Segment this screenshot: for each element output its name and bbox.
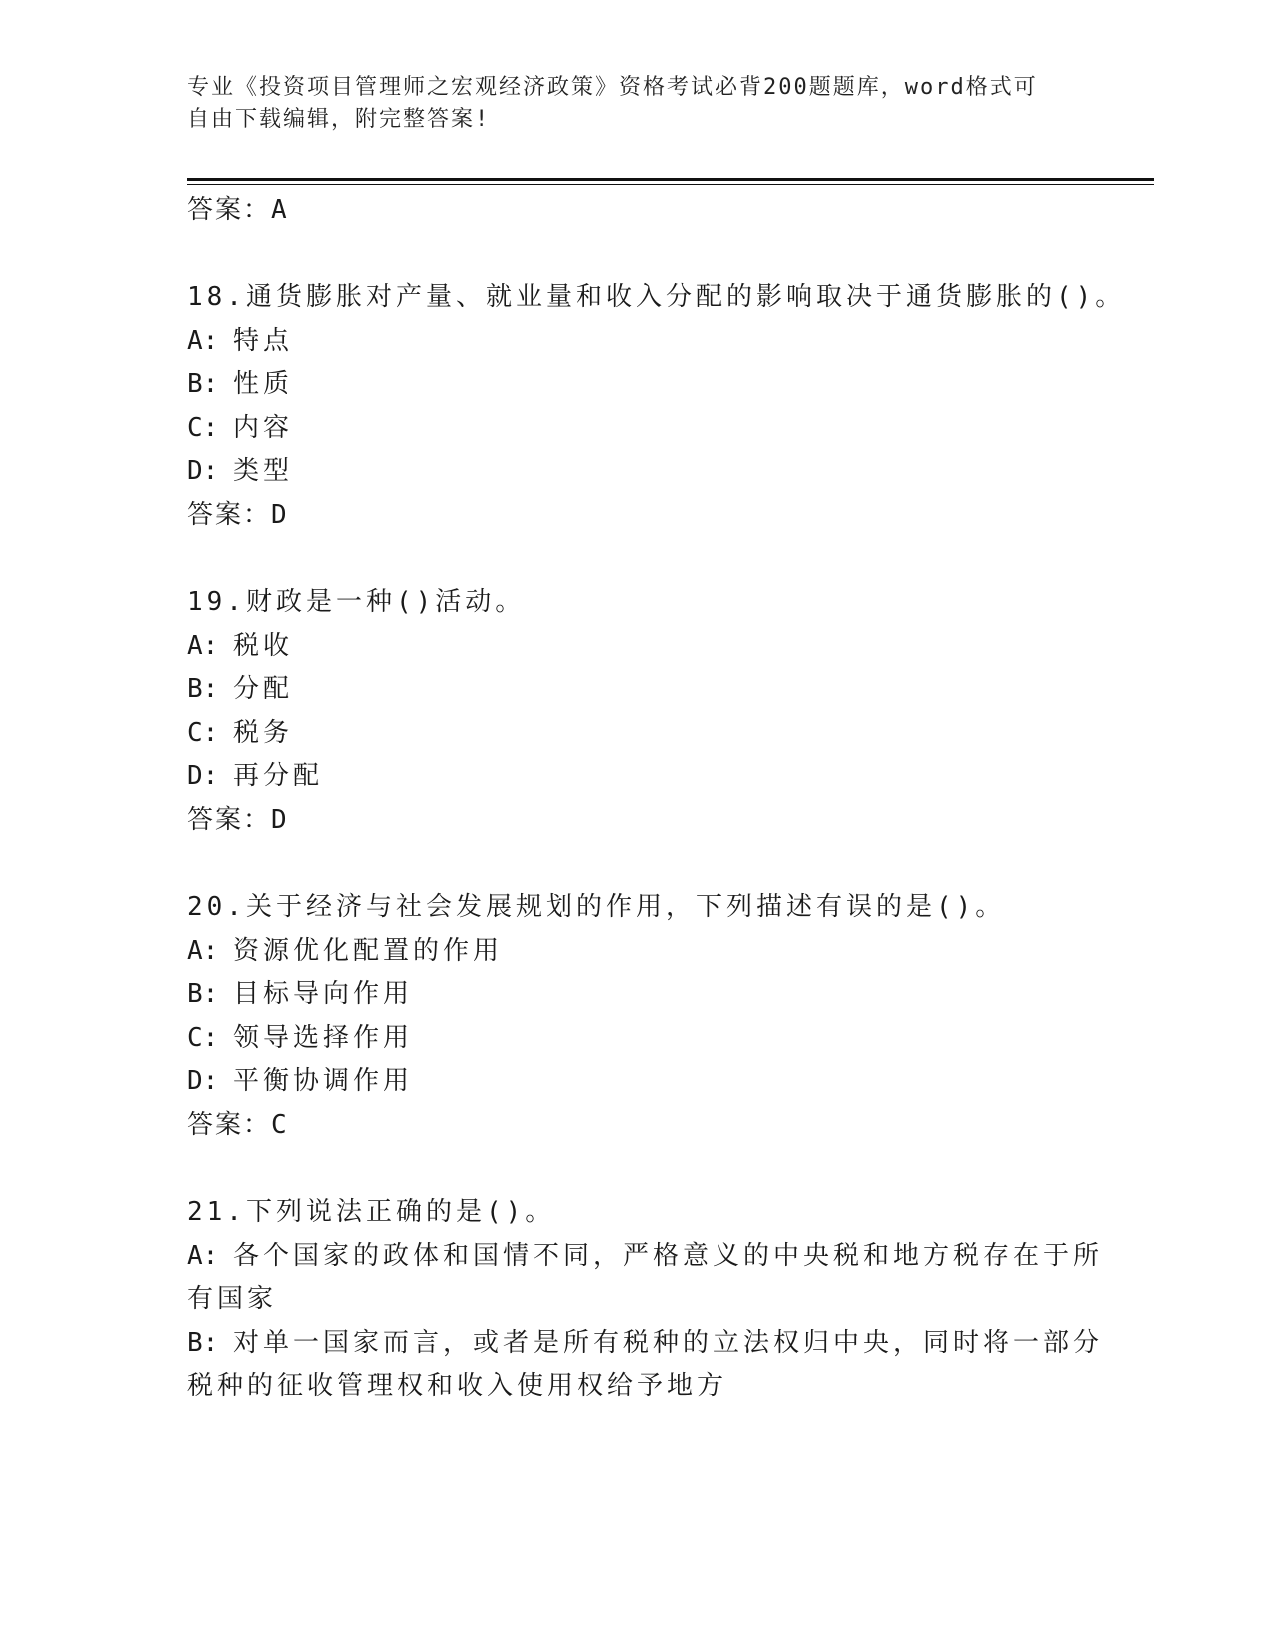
answer-value: C — [271, 1110, 289, 1140]
header-line-1: 专业《投资项目管理师之宏观经济政策》资格考试必背200题题库，word格式可 — [187, 75, 1038, 100]
option-label: C: — [187, 413, 219, 443]
header-rule-thin — [187, 184, 1154, 185]
option-d — [187, 1064, 413, 1098]
option-text: 分配 — [233, 674, 294, 704]
question-stem: 18.通货膨胀对产量、就业量和收入分配的影响取决于通货膨胀的()。 — [187, 282, 1126, 312]
option-b — [187, 1326, 1103, 1360]
option-text: 资源优化配置的作用 — [233, 936, 504, 966]
option-b — [187, 977, 413, 1011]
question-stem: 20.关于经济与社会发展规划的作用，下列描述有误的是()。 — [187, 892, 1006, 922]
option-label: A: — [187, 936, 219, 966]
header-rule-thick — [187, 178, 1154, 181]
answer-line — [187, 498, 289, 532]
option-a — [187, 934, 503, 968]
option-label: D: — [187, 1066, 219, 1096]
option-text: 目标导向作用 — [233, 979, 414, 1009]
document-header — [187, 72, 1067, 136]
option-label: A: — [187, 1241, 219, 1271]
option-text: 各个国家的政体和国情不同，严格意义的中央税和地方税存在于所 — [233, 1241, 1104, 1271]
option-label: B: — [187, 1328, 219, 1358]
answer-line — [187, 193, 289, 227]
option-b — [187, 672, 293, 706]
answer-label: 答案： — [187, 1110, 272, 1140]
option-c — [187, 716, 293, 750]
option-text: 性质 — [233, 369, 294, 399]
option-text: 领导选择作用 — [233, 1023, 414, 1053]
question-stem: 21.下列说法正确的是()。 — [187, 1197, 556, 1227]
option-a — [187, 1239, 1103, 1273]
option-c — [187, 1021, 413, 1055]
option-label: C: — [187, 1023, 219, 1053]
option-label: C: — [187, 718, 219, 748]
option-c — [187, 411, 293, 445]
header-line-2: 自由下载编辑，附完整答案! — [187, 107, 491, 132]
option-text: 平衡协调作用 — [233, 1066, 414, 1096]
option-label: A: — [187, 631, 219, 661]
answer-value: A — [271, 195, 289, 225]
answer-label: 答案： — [187, 500, 272, 530]
option-a-continued: 有国家 — [187, 1284, 278, 1314]
option-a — [187, 629, 293, 663]
option-d — [187, 759, 323, 793]
answer-value: D — [271, 500, 289, 530]
option-text: 对单一国家而言，或者是所有税种的立法权归中央，同时将一部分 — [233, 1328, 1104, 1358]
option-label: B: — [187, 674, 219, 704]
option-a — [187, 324, 293, 358]
option-label: B: — [187, 369, 219, 399]
answer-line — [187, 1108, 289, 1142]
option-text: 特点 — [233, 326, 294, 356]
question-stem: 19.财政是一种()活动。 — [187, 587, 526, 617]
option-b — [187, 367, 293, 401]
option-text: 类型 — [233, 456, 294, 486]
answer-line — [187, 803, 289, 837]
option-text: 税务 — [233, 718, 294, 748]
option-text: 税收 — [233, 631, 294, 661]
option-label: A: — [187, 326, 219, 356]
option-label: B: — [187, 979, 219, 1009]
answer-value: D — [271, 805, 289, 835]
answer-label: 答案： — [187, 805, 272, 835]
option-d — [187, 454, 293, 488]
option-label: D: — [187, 456, 219, 486]
option-b-continued: 税种的征收管理权和收入使用权给予地方 — [187, 1371, 728, 1401]
answer-label: 答案： — [187, 195, 272, 225]
option-text: 再分配 — [233, 761, 324, 791]
option-label: D: — [187, 761, 219, 791]
option-text: 内容 — [233, 413, 294, 443]
